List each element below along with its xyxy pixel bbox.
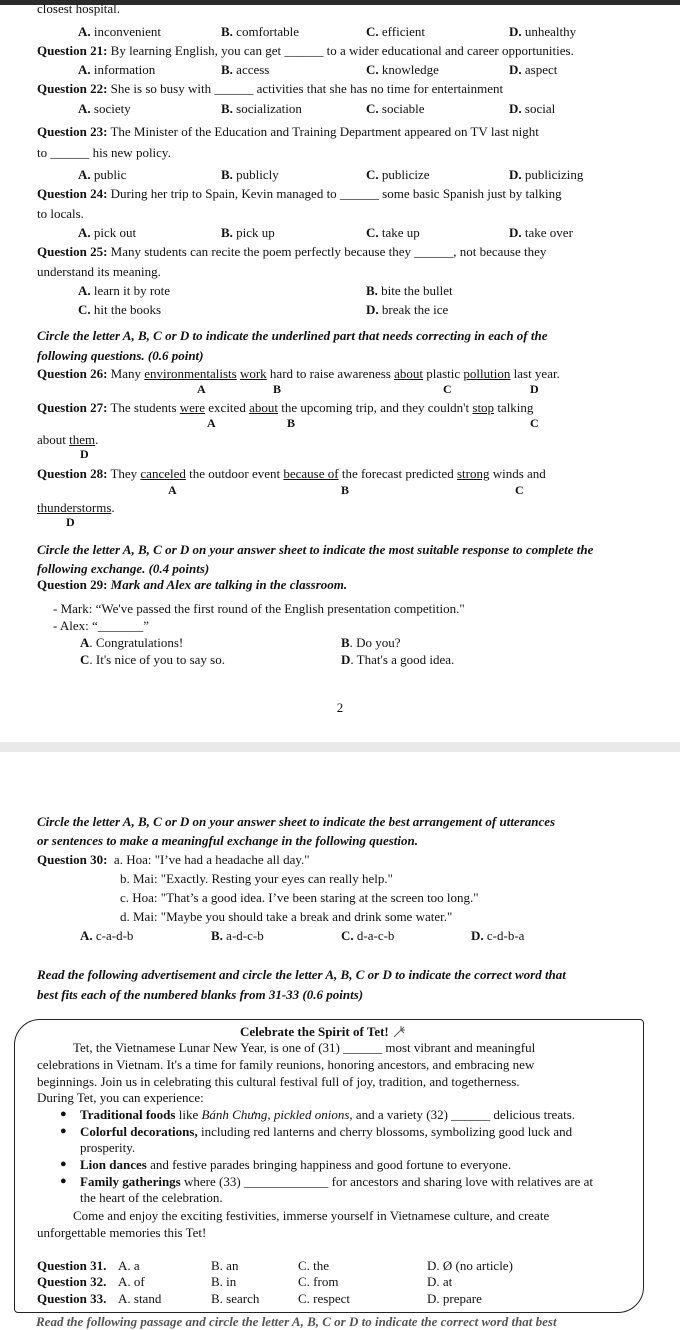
q31-option-a: A. a <box>118 1258 140 1273</box>
q30-stem: Question 30: a. Hoa: "I’ve had a headache all day." <box>37 852 310 867</box>
ad-bullet-3: Lion dances and festive parades bringing happiness and good fortune to everyone. <box>80 1157 512 1172</box>
q27-label-a: A <box>207 416 216 430</box>
ad-bullet-1: Traditional foods like Bánh Chưng, pickled onions, and a variety (32) ______ delicious treats. <box>80 1107 576 1122</box>
q26-label-a: A <box>197 382 206 396</box>
q31-number: Question 31. <box>37 1258 107 1273</box>
q32-option-c: C. from <box>298 1274 339 1289</box>
q23-stem-line2: to ______ his new policy. <box>37 145 171 160</box>
ad-para3-line1: Come and enjoy the exciting festivities, immerse yourself in Vietnamese culture, and create <box>73 1208 550 1223</box>
q28-label-a: A <box>168 483 177 497</box>
q20-tail: closest hospital. <box>37 1 121 16</box>
q25-stem-line2: understand its meaning. <box>37 264 161 279</box>
instruction-error-line2: following questions. (0.6 point) <box>37 348 204 363</box>
ad-bullet-4: Family gatherings where (33) _____________ for ancestors and sharing love with relatives are at <box>80 1174 594 1189</box>
q33-option-c: C. respect <box>298 1291 350 1306</box>
q21-option-d: D. aspect <box>509 62 558 77</box>
instruction-arrange-line2: or sentences to make a meaningful exchange in the following question. <box>37 833 418 848</box>
q32-option-a: A. of <box>118 1274 145 1289</box>
q20-option-d: D. unhealthy <box>509 24 577 39</box>
q25-option-b: B. bite the bullet <box>366 283 453 298</box>
next-instruction-cutoff: Read the following passage and circle the letter A, B, C or D to indicate the correct word that best <box>36 1314 557 1329</box>
q29-option-c: C. It's nice of you to say so. <box>80 652 225 667</box>
q30-option-b: B. a-d-c-b <box>211 928 264 943</box>
q27-stem-line1: Question 27: The students were excited about the upcoming trip, and they couldn't stop talking <box>37 400 534 415</box>
q32-option-b: B. in <box>211 1274 237 1289</box>
q32-option-d: D. at <box>427 1274 453 1289</box>
q31-option-d: D. Ø (no article) <box>427 1258 513 1273</box>
q25-option-c: C. hit the books <box>78 302 162 317</box>
q25-option-a: A. learn it by rote <box>78 283 171 298</box>
instruction-exchange-line2: following exchange. (0.4 points) <box>37 561 210 576</box>
q22-option-d: D. social <box>509 101 556 116</box>
q24-option-a: A. pick out <box>78 225 137 240</box>
q25-stem-line1: Question 25: Many students can recite the poem perfectly because they ______, not because they <box>37 244 547 259</box>
bullet-dot-icon: ● <box>60 1158 67 1170</box>
instruction-exchange-line1: Circle the letter A, B, C or D on your answer sheet to indicate the most suitable response to complete the <box>37 542 594 557</box>
instruction-ad-line2: best fits each of the numbered blanks from 31-33 (0.6 points) <box>37 987 364 1002</box>
ad-bullet-4-line2: the heart of the celebration. <box>80 1190 223 1205</box>
q30-line-d: d. Mai: "Maybe you should take a break and drink some water." <box>120 909 453 924</box>
q24-stem-line2: to locals. <box>37 206 84 221</box>
q30-line-b: b. Mai: "Exactly. Resting your eyes can really help." <box>120 871 393 886</box>
q24-option-b: B. pick up <box>221 225 275 240</box>
q27-label-c: C <box>530 416 539 430</box>
q29-option-a: A. Congratulations! <box>80 635 184 650</box>
q31-option-b: B. an <box>211 1258 239 1273</box>
ad-bullet-2-line2: prosperity. <box>80 1140 136 1155</box>
bullet-dot-icon: ● <box>60 1175 67 1187</box>
q22-option-c: C. sociable <box>366 101 425 116</box>
q28-stem-line1: Question 28: They canceled the outdoor event because of the forecast predicted strong winds and <box>37 466 546 481</box>
q31-option-c: C. the <box>298 1258 330 1273</box>
q29-alex-line: - Alex: “_______” <box>53 618 150 633</box>
q33-option-b: B. search <box>211 1291 260 1306</box>
q23-option-b: B. publicly <box>221 167 279 182</box>
q23-option-c: C. publicize <box>366 167 430 182</box>
q20-option-b: B. comfortable <box>221 24 299 39</box>
q30-line-c: c. Hoa: "That’s a good idea. I’ve been staring at the screen too long." <box>120 890 479 905</box>
q26-stem: Question 26: Many environmentalists work hard to raise awareness about plastic pollution last year. <box>37 366 560 381</box>
q23-option-a: A. public <box>78 167 127 182</box>
q21-option-b: B. access <box>221 62 270 77</box>
q30-option-a: A. c-a-d-b <box>80 928 134 943</box>
q24-option-c: C. take up <box>366 225 420 240</box>
ad-bullet-2: Colorful decorations, including red lanterns and cherry blossoms, symbolizing good luck and <box>80 1124 573 1139</box>
q30-option-d: D. c-d-b-a <box>471 928 525 943</box>
ad-para1-line3: beginnings. Join us in celebrating this cultural festival full of joy, tradition, and togetherness. <box>37 1074 520 1089</box>
q22-stem: Question 22: She is so busy with ______ activities that she has no time for entertainment <box>37 81 504 96</box>
q30-option-c: C. d-a-c-b <box>341 928 395 943</box>
ad-para3-line2: unforgettable memories this Tet! <box>37 1225 207 1240</box>
q21-stem: Question 21: By learning English, you can get ______ to a wider educational and career opportunities. <box>37 43 574 58</box>
q27-stem-line2: about them. <box>37 432 99 447</box>
q21-option-a: A. information <box>78 62 156 77</box>
q20-option-a: A. inconvenient <box>78 24 162 39</box>
q25-option-d: D. break the ice <box>366 302 449 317</box>
q22-option-b: B. socialization <box>221 101 302 116</box>
q28-label-d: D <box>66 515 75 529</box>
q21-option-c: C. knowledge <box>366 62 439 77</box>
q28-label-c: C <box>515 483 524 497</box>
q33-number: Question 33. <box>37 1291 107 1306</box>
q23-stem-line1: Question 23: The Minister of the Education and Training Department appeared on TV last night <box>37 124 539 139</box>
q26-label-b: B <box>273 382 282 396</box>
q24-stem-line1: Question 24: During her trip to Spain, Kevin managed to ______ some basic Spanish just by talking <box>37 186 562 201</box>
q28-stem-line2: thunderstorms. <box>37 500 115 515</box>
q26-label-c: C <box>443 382 452 396</box>
q27-label-b: B <box>287 416 296 430</box>
page-number: 2 <box>336 700 344 715</box>
q27-label-d: D <box>80 447 89 461</box>
bullet-dot-icon: ● <box>60 1125 67 1137</box>
q24-option-d: D. take over <box>509 225 573 240</box>
q22-option-a: A. society <box>78 101 131 116</box>
q29-stem: Question 29: Mark and Alex are talking in the classroom. <box>37 577 348 592</box>
instruction-error-line1: Circle the letter A, B, C or D to indicate the underlined part that needs correcting in each of the <box>37 328 548 343</box>
q20-option-c: C. efficient <box>366 24 425 39</box>
ad-para1-line2: celebrations in Vietnam. It's a time for family reunions, honoring ancestors, and embracing new <box>37 1057 535 1072</box>
q29-option-d: D. That's a good idea. <box>341 652 455 667</box>
firework-icon <box>392 1025 406 1038</box>
ad-para2: During Tet, you can experience: <box>37 1090 204 1105</box>
q33-option-d: D. prepare <box>427 1291 482 1306</box>
q26-label-d: D <box>530 382 539 396</box>
q33-option-a: A. stand <box>118 1291 162 1306</box>
ad-para1-line1: Tet, the Vietnamese Lunar New Year, is one of (31) ______ most vibrant and meaningful <box>73 1040 536 1055</box>
bullet-dot-icon: ● <box>60 1108 67 1120</box>
q28-label-b: B <box>341 483 350 497</box>
instruction-ad-line1: Read the following advertisement and circle the letter A, B, C or D to indicate the correct word that <box>37 967 566 982</box>
instruction-arrange-line1: Circle the letter A, B, C or D on your answer sheet to indicate the best arrangement of utterances <box>37 814 556 829</box>
ad-title: Celebrate the Spirit of Tet! <box>240 1024 406 1039</box>
q29-mark-line: - Mark: “We've passed the first round of the English presentation competition." <box>53 601 465 616</box>
q29-option-b: B. Do you? <box>341 635 401 650</box>
q23-option-d: D. publicizing <box>509 167 584 182</box>
page-separator <box>0 742 680 752</box>
q32-number: Question 32. <box>37 1274 107 1289</box>
